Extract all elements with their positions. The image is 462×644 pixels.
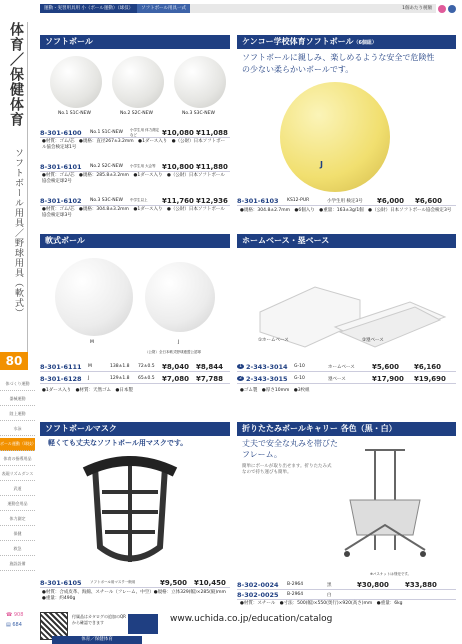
softball-spec: ●材質：ゴム/芯 ●規格：285.8±3.2mm ●1ダース入り ●（公財）日本ソフトボール協会検定球2号 [42,173,225,184]
side-tab-12[interactable]: 施設設備 [0,558,35,571]
kenko-row [237,196,456,206]
carrier-illustration [335,440,445,570]
item-weight: 72±0.5 [138,364,155,369]
price-incl: ¥19,690 [414,374,446,383]
mask-title: ソフトボールマスク [40,422,230,436]
item-size: 138±1.8 [110,364,130,369]
price-incl: ¥8,844 [196,362,224,371]
nanshiki-row [40,374,230,384]
item-target: 小学生用 大会等 [130,164,156,168]
item-code: 2-343-3015 [246,374,288,383]
side-tab-9[interactable]: 体力測定 [0,513,35,526]
top-seg2: ソフトボール用具一式 [137,4,190,13]
page-number: 80 [0,352,28,370]
mask-illustration [80,452,180,572]
carrier-row [237,580,456,590]
price-excl: ¥10,800 [162,162,194,171]
price-incl: ¥11,088 [196,128,228,137]
fax-label: ▤ 684 [6,622,22,628]
item-color: 黒 [327,582,332,588]
item-model: No.2 S2C-NEW [90,164,123,169]
item-model: M [88,364,92,369]
nanshiki-note: （公財）全日本軟式野球連盟公認球 [145,350,201,354]
blue-icon [448,5,456,13]
tel-label: ☎ 908 [6,612,24,618]
side-tab-11[interactable]: 救急 [0,543,35,556]
softball-2 [112,56,164,108]
side-tab-5[interactable]: 体育の指導用品 [0,453,35,466]
top-seg3: 1個あたり税額 [398,4,436,13]
item-weight: 65±0.5 [138,376,155,381]
item-code: 2-343-3014 [246,362,288,371]
nanshiki-ball-j [145,262,215,332]
side-title: 体育／保健体育 [8,22,24,127]
item-code: 8-301-6105 [40,578,82,587]
base-row [237,374,456,384]
uchida-logo [128,614,158,634]
item-code: 8-301-6111 [40,362,82,371]
base-label-2: ②塁ベース [362,338,384,343]
item-name: ホームベース [328,364,355,370]
price-excl: ¥8,040 [162,362,190,371]
side-tab-4[interactable]: ボール運動（球技） [0,438,35,451]
carrier-spec: ●材質：スチール ●寸法：500(幅)×550(奥行)×920(高さ)mm ●重量：6kg [240,601,403,606]
kenko-desc: ソフトボールに親しみ、楽しめるような安全で危険性の少ない柔らかいボールです。 [242,53,435,74]
fax: 684 [12,622,22,628]
price-incl: ¥10,450 [194,578,226,587]
price-excl: ¥30,800 [357,580,389,589]
softball-row [40,128,230,138]
item-code: 8-302-0024 [237,580,279,589]
carrier-title: 折りたたみボールキャリー 各色（黒・白） [237,422,456,436]
nanshiki-spec: ●1ダース入り ●材質：天然ゴム ●日本製 [42,388,133,393]
item-model: ソフトボール用マスク一般用 [90,580,136,584]
item-model: J [88,376,90,381]
ball-label-2: No.2 S2C-NEW [120,111,153,116]
side-tab-6[interactable]: 表現リズムダンス [0,468,35,481]
price-excl: ¥9,500 [160,578,188,587]
price-incl: ¥6,160 [414,362,442,371]
item-model: KS12-PUR [287,198,310,203]
side-tab-10[interactable]: 保健 [0,528,35,541]
item-code: 8-302-0025 [237,590,279,599]
price-excl: ¥11,760 [162,196,194,205]
item-no: 2 [237,376,244,381]
side-tab-1[interactable]: 器械運動 [0,393,35,406]
item-name: 塁ベース [328,376,346,382]
qr-text: 付属品はカタログの追加のQRから確認できます [72,614,126,625]
item-model: No.1 S1C-NEW [90,130,123,135]
side-category: ソフトボール用具／野球用具（軟式） [13,148,23,318]
item-model: G-10 [294,376,305,381]
item-model: B-2964 [287,582,304,587]
top-seg1: 運動・実習用具用 小（ボール運動）（球技） [40,4,137,13]
bottom-tag: 体育／保健体育 [52,636,142,644]
mask-desc: 軽くても丈夫なソフトボール用マスクです。 [48,439,188,447]
kenko-spec: ●規格：304.8±2.7mm ●6個入り ●重量：163±3g/1個 ●（公財）日本ソフトボール協会検定3号 [240,208,452,213]
item-size: 129±1.8 [110,376,130,381]
price-incl: ¥6,600 [415,196,443,205]
kenko-ball: J [280,82,390,192]
base-illustration [240,252,450,362]
item-code: 8-301-6103 [237,196,279,205]
carrier-note: ※バスケットは別売です。 [370,572,411,576]
price-incl: ¥33,880 [405,580,437,589]
item-code: 8-301-6100 [40,128,82,137]
item-target: 小学生用 検定3号 [327,198,363,204]
divider [27,22,28,352]
nanshiki-label-j: J [178,340,180,345]
nanshiki-ball-m [55,258,133,336]
ball-label-1: No.1 S1C-NEW [58,111,91,116]
price-incl: ¥12,936 [196,196,228,205]
softball-title: ソフトボール [40,35,230,49]
base-label-1: ①ホームベース [258,338,289,343]
base-title: ホームベース・塁ベース [237,234,456,248]
side-tab-7[interactable]: 武道 [0,483,35,496]
price-incl: ¥7,788 [196,374,224,383]
pink-icon [438,5,446,13]
item-model: B-2964 [287,592,304,597]
price-excl: ¥6,000 [377,196,405,205]
price-excl: ¥7,080 [162,374,190,383]
top-bar [40,4,456,13]
base-row [237,362,456,372]
item-code: 8-301-6128 [40,374,82,383]
item-no: 1 [237,364,244,369]
price-excl: ¥5,600 [372,362,400,371]
nanshiki-title: 軟式ボール [40,234,230,248]
side-tab-8[interactable]: 運動会用品 [0,498,35,511]
nanshiki-label-m: M [90,340,94,345]
base-spec: ●ゴム製 ●厚さ10mm ●3枚組 [240,388,310,393]
price-excl: ¥17,900 [372,374,404,383]
nanshiki-row [40,362,230,372]
mask-row [40,578,230,588]
softball-row [40,162,230,172]
item-color: 白 [327,592,332,598]
item-target: 小学生用 体力測定など [130,127,160,137]
item-model: G-10 [294,364,305,369]
price-incl: ¥11,880 [196,162,228,171]
side-tab-2[interactable]: 陸上運動 [0,408,35,421]
kenko-title-sub: （6個組） [353,40,377,46]
mask-spec: ●材質：合成皮革、海綿、スチール（フレーム、中空）●規格：立体329(幅)×285(縦)mm ●重量：約490g [42,590,231,601]
carrier-desc2: 簡単にボールが取り出せます。折りたたみ式なので持ち運びも簡単。 [242,464,332,475]
item-model: No.3 S3C-NEW [90,198,123,203]
softball-3 [174,56,226,108]
item-target: 中学生以上 [130,198,148,202]
carrier-desc: 丈夫で安全な丸みを帯びたフレーム。 [242,439,338,459]
catalog-url[interactable]: www.uchida.co.jp/education/catalog [170,614,333,624]
side-tabs [0,378,34,578]
item-code: 8-301-6102 [40,196,82,205]
item-code: 8-301-6101 [40,162,82,171]
tel: 908 [13,612,24,618]
kenko-title-main: ケンコー学校体育ソフトボール [242,37,354,46]
kenko-title [237,35,456,49]
ball-label-3: No.3 S3C-NEW [182,111,215,116]
side-tab-3[interactable]: 水泳 [0,423,35,436]
price-excl: ¥10,080 [162,128,194,137]
softball-1 [50,56,102,108]
carrier-row [237,590,456,600]
softball-row [40,196,230,206]
softball-spec: ●材質：ゴム/芯 ●規格：直径267±3.2mm ●1ダース入り ●（公財）日本ソフトボール協会検定球1号 [42,139,226,150]
side-tab-0[interactable]: 体づくり運動 [0,378,35,391]
softball-spec: ●材質：ゴム/芯 ●規格：304.8±3.2mm ●1ダース入り ●（公財）日本ソフトボール協会検定球3号 [42,207,225,218]
